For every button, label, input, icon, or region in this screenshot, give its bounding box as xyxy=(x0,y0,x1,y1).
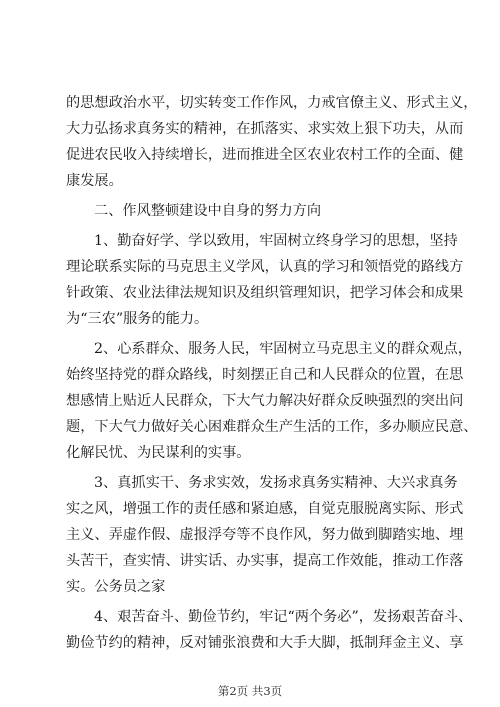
text-line: 大力弘扬求真务实的精神，在抓落实、求实效上狠下功夫，从而 xyxy=(66,121,464,137)
text-line: 始终坚持党的群众路线，时刻摆正自己和人民群众的位置，在思 xyxy=(66,367,464,383)
paragraph xyxy=(66,604,473,656)
text-line: 理论联系实际的马克思主义学风，认真的学习和领悟党的路线方 xyxy=(66,259,464,275)
text-line: 实之风，增强工作的责任感和紧迫感，自觉克服脱离实际、形式 xyxy=(66,501,464,517)
text-line: 勤俭节约的精神，反对铺张浪费和大手大脚，抵制拜金主义、享 xyxy=(66,635,464,651)
document-body xyxy=(66,90,478,660)
paragraph xyxy=(66,198,438,224)
text-line: 为“三农”服务的能力。 xyxy=(66,311,209,327)
text-line: 3、真抓实干、务求实效，发扬求真务实精神、大兴求真务 xyxy=(94,475,458,491)
text-line: 康发展。 xyxy=(66,173,123,189)
text-line: 促进农民收入持续增长，进而推进全区农业农村工作的全面、健 xyxy=(66,147,464,163)
text-line: 题，下大气力做好关心困难群众生产生活的工作，多办顺应民意、 xyxy=(66,419,478,435)
text-line: 实。公务员之家 xyxy=(66,579,166,595)
text-line: 头苦干，查实情、讲实话、办实事，提高工作效能，推动工作落 xyxy=(66,553,464,569)
paragraph xyxy=(66,470,464,600)
text-line: 主义、弄虚作假、虚报浮夸等不良作风，努力做到脚踏实地、埋 xyxy=(66,527,464,543)
paragraph xyxy=(66,336,478,466)
text-line: 1、勤奋好学、学以致用，牢固树立终身学习的思想，坚持 xyxy=(94,233,458,249)
text-line: 4、艰苦奋斗、勤俭节约，牢记“两个务必”，发扬艰苦奋斗、 xyxy=(94,609,473,625)
text-line: 想感情上贴近人民群众，下大气力解决好群众反映强烈的突出问 xyxy=(66,393,464,409)
text-line: 的思想政治水平，切实转变工作作风，力戒官僚主义、形式主义， xyxy=(66,95,478,111)
text-line: 针政策、农业法律法规知识及组织管理知识，把学习体会和成果 xyxy=(66,285,464,301)
text-line: 二、作风整顿建设中自身的努力方向 xyxy=(94,203,322,219)
text-line: 2、心系群众、服务人民，牢固树立马克思主义的群众观点， xyxy=(94,341,472,357)
text-line: 化解民忧、为民谋利的实事。 xyxy=(66,445,251,461)
paragraph xyxy=(66,90,478,194)
paragraph xyxy=(66,228,464,332)
page-footer: 第2页 共3页 xyxy=(217,684,283,698)
